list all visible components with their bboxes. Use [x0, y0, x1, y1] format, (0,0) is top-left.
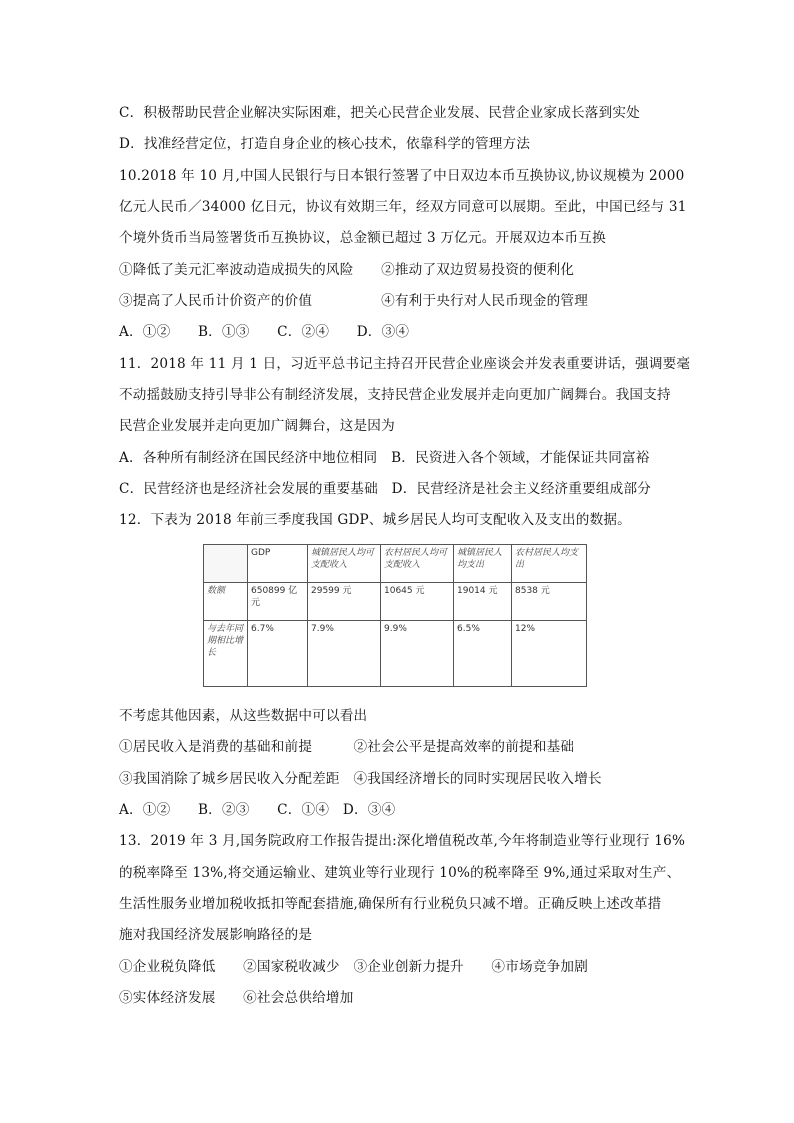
table-cell: 10645 元: [381, 583, 454, 621]
question-13-items-5-6: ⑤实体经济发展 ⑥社会总供给增加: [119, 990, 354, 1006]
table-row-label: 与去年同期相比增长: [204, 621, 248, 687]
question-10-items-1-2: ①降低了美元汇率波动造成损失的风险 ②推动了双边贸易投资的便利化: [119, 262, 575, 278]
question-12-items-1-2: ①居民收入是消费的基础和前提 ②社会公平是提高效率的前提和基础: [119, 739, 575, 755]
question-13-stem-line4: 施对我国经济发展影响路径的是: [119, 927, 313, 943]
table-header-cell: [204, 545, 248, 583]
table-row-label: 数额: [204, 583, 248, 621]
question-11-stem-line3: 民营企业发展并走向更加广阔舞台，这是因为: [119, 418, 395, 434]
table-header-cell: GDP: [248, 545, 308, 583]
table-header-row: [204, 545, 587, 583]
question-11-stem-line2: 不动摇鼓励支持引导非公有制经济发展，支持民营企业发展并走向更加广阔舞台。我国支持: [119, 387, 671, 403]
question-10-items-3-4: ③提高了人民币计价资产的价值 ④有利于央行对人民币现金的管理: [119, 293, 588, 309]
question-12-prompt: 不考虑其他因素，从这些数据中可以看出: [119, 708, 368, 724]
table-header-cell: 城镇居民人均支出: [454, 545, 512, 583]
question-12-items-3-4: ③我国消除了城乡居民收入分配差距 ④我国经济增长的同时实现居民收入增长: [119, 771, 602, 787]
table-cell: 6.7%: [248, 621, 308, 687]
question-12-stem: 12．下表为 2018 年前三季度我国 GDP、城乡居民人均可支配收入及支出的数据。: [119, 512, 631, 528]
question-12-choices: A．①② B．②③ C．①④ D．③④: [119, 802, 396, 818]
question-13-stem-line1: 13．2019 年 3 月,国务院政府工作报告提出:深化增值税改革,今年将制造业等行业现行 16%: [119, 833, 686, 849]
table-row: [204, 621, 587, 687]
question-13-stem-line2: 的税率降至 13%,将交通运输业、建筑业等行业现行 10%的税率降至 9%,通过采取对生产、: [119, 865, 681, 881]
table-header-cell: 农村居民人均可支配收入: [381, 545, 454, 583]
question-10-choices: A．①② B．①③ C．②④ D．③④: [119, 324, 410, 340]
table-cell: 6.5%: [454, 621, 512, 687]
table-cell: 19014 元: [454, 583, 512, 621]
question-11-stem-line1: 11．2018 年 11 月 1 日，习近平总书记主持召开民营企业座谈会并发表重要讲话，强调要毫: [119, 356, 691, 372]
question-13-stem-line3: 生活性服务业增加税收抵扣等配套措施,确保所有行业税负只减不增。正确反映上述改革措: [119, 896, 662, 912]
table-row: [204, 583, 587, 621]
option-d-q9: D．找准经营定位，打造自身企业的核心技术，依靠科学的管理方法: [119, 136, 531, 152]
question-11-options-a-b: A．各种所有制经济在国民经济中地位相同 B．民资进入各个领域，才能保证共同富裕: [119, 450, 650, 466]
table-header-cell: 农村居民人均支出: [512, 545, 587, 583]
data-table: [203, 544, 587, 687]
question-10-stem-line1: 10.2018 年 10 月,中国人民银行与日本银行签署了中日双边本币互换协议,协议规模为 2000: [119, 168, 685, 184]
table-cell: 8538 元: [512, 583, 587, 621]
table-cell: 29599 元: [308, 583, 381, 621]
question-10-stem-line2: 亿元人民币／34000 亿日元，协议有效期三年，经双方同意可以展期。至此，中国已经与 31: [119, 199, 687, 215]
table-header-cell: 城镇居民人均可支配收入: [308, 545, 381, 583]
question-10-stem-line3: 个境外货币当局签署货币互换协议，总金额已超过 3 万亿元。开展双边本币互换: [119, 230, 606, 246]
question-13-items-1-4: ①企业税负降低 ②国家税收减少 ③企业创新力提升 ④市场竞争加剧: [119, 959, 588, 975]
table-cell: 9.9%: [381, 621, 454, 687]
table-cell: 12%: [512, 621, 587, 687]
question-11-options-c-d: C．民营经济也是经济社会发展的重要基础 D．民营经济是社会主义经济重要组成部分: [119, 481, 652, 497]
option-c-q9: C．积极帮助民营企业解决实际困难，把关心民营企业发展、民营企业家成长落到实处: [119, 105, 640, 121]
table-cell: 650899 亿元: [248, 583, 308, 621]
table-cell: 7.9%: [308, 621, 381, 687]
